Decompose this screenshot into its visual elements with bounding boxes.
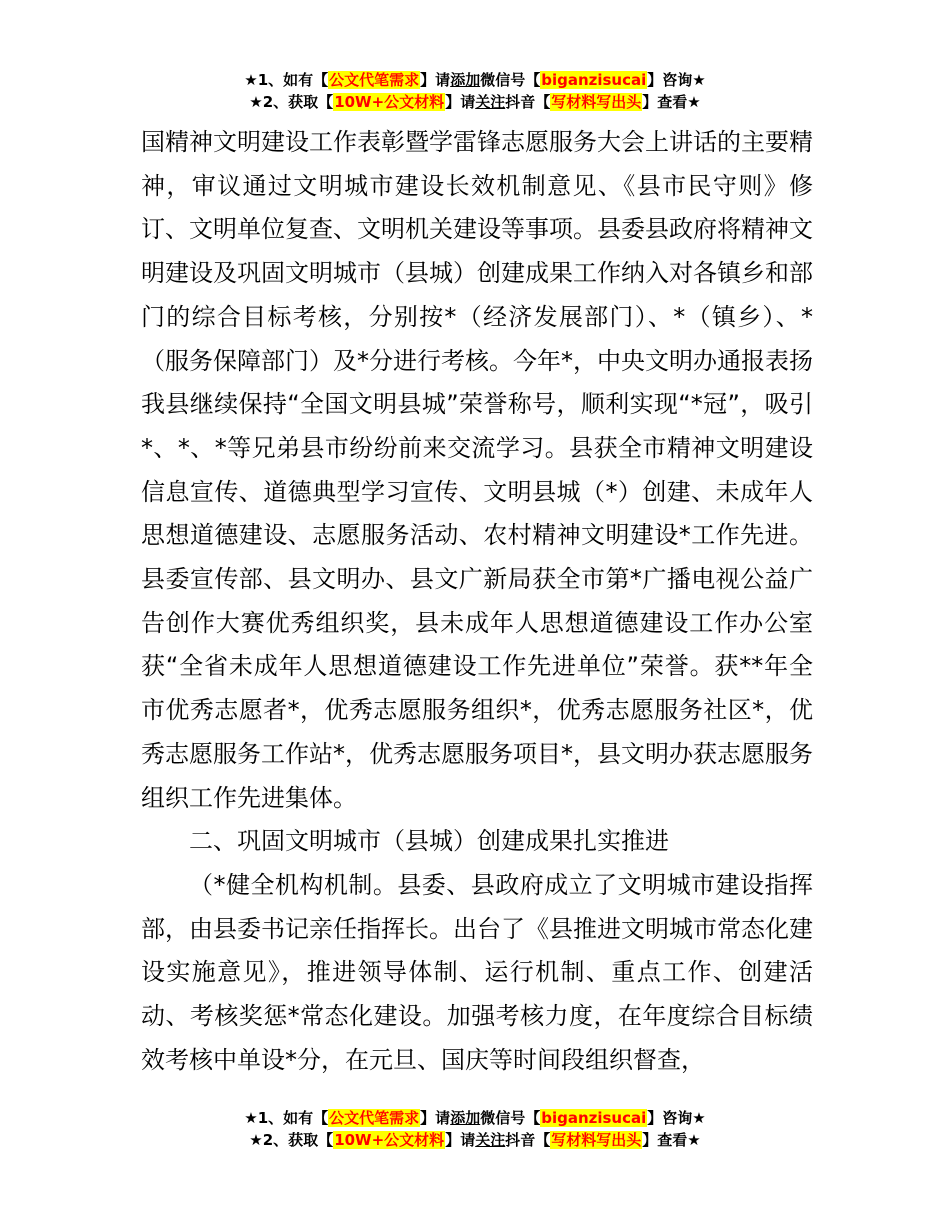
header-banner-line-2: ★2、获取【10W+公文材料】请关注抖音【写材料写出头】查看★ [249,93,701,111]
highlight-wechat-id: biganzisucai [541,71,647,89]
highlight-materials: 10W+公文材料 [334,93,445,111]
footer-banner-line-1: ★1、如有【公文代笔需求】请添加微信号【biganzisucai】咨询★ [244,1109,706,1127]
header-banner [0,69,950,113]
highlight-service: 公文代笔需求 [329,1109,420,1127]
section-heading: 二、巩固文明城市（县城）创建成果扎实推进 [189,827,669,856]
paragraph-continuation: 国精神文明建设工作表彰暨学雷锋志愿服务大会上讲话的主要精神，审议通过文明城市建设长效机制意见、《县市民守则》修订、文明单位复查、文明机关建设等事项。县委县政府将精神文明建设及巩固文明城市（县城）创建成果工作纳入对各镇乡和部门的综合目标考核，分别按*（经济发展部门）、*（镇乡）、*（服务保障部门）及*分进行考核。今年*，中央文明办通报表扬我县继续保持“全国文明县城”荣誉称号，顺利实现“*冠”，吸引*、*、*等兄弟县市纷纷前来交流学习。县获全市精神文明建设信息宣传、道德典型学习宣传、文明县城（*）创建、未成年人思想道德建设、志愿服务活动、农村精神文明建设*工作先进。县委宣传部、县文明办、县文广新局获全市第*广播电视公益广告创作大赛优秀组织奖，县未成年人思想道德建设工作办公室获“全省未成年人思想道德建设工作先进单位”荣誉。获**年全市优秀志愿者*，优秀志愿服务组织*，优秀志愿服务社区*，优秀志愿服务工作站*，优秀志愿服务项目*，县文明办获志愿服务组织工作先进集体。 [141,128,813,812]
document-body [141,121,813,1082]
highlight-service: 公文代笔需求 [329,71,420,89]
paragraph-body: （*健全机构机制。县委、县政府成立了文明城市建设指挥部，由县委书记亲任指挥长。出台了《县推进文明城市常态化建设实施意见》，推进领导体制、运行机制、重点工作、创建活动、考核奖惩*常态化建设。加强考核力度，在年度综合目标绩效考核中单设*分，在元旦、国庆等时间段组织督查， [141,870,813,1074]
footer-banner [0,1107,950,1151]
highlight-douyin: 写材料写出头 [551,1131,642,1149]
header-banner-line-1: ★1、如有【公文代笔需求】请添加微信号【biganzisucai】咨询★ [244,71,706,89]
highlight-materials: 10W+公文材料 [334,1131,445,1149]
highlight-douyin: 写材料写出头 [551,93,642,111]
highlight-wechat-id: biganzisucai [541,1109,647,1127]
footer-banner-line-2: ★2、获取【10W+公文材料】请关注抖音【写材料写出头】查看★ [249,1131,701,1149]
